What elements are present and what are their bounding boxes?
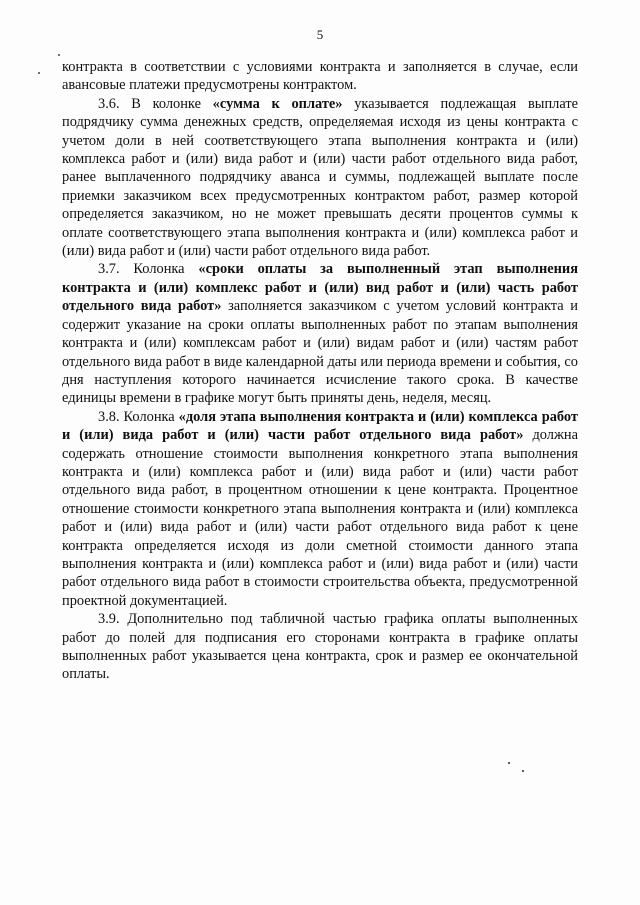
scan-speck bbox=[38, 72, 40, 74]
page-number: 5 bbox=[316, 27, 324, 42]
paragraph-lead: 3.7. Колонка bbox=[98, 261, 199, 278]
paragraph-3-6 bbox=[62, 95, 578, 261]
paragraph-3-7 bbox=[62, 260, 578, 407]
paragraph-3-8 bbox=[62, 408, 578, 610]
scan-speck bbox=[58, 54, 60, 56]
paragraph-continuation: контракта в соответствии с условиями контракта и заполняется в случае, если авансовые платежи предусмотрены контрактом. bbox=[62, 59, 578, 94]
paragraph-lead: 3.6. В колонке bbox=[98, 95, 213, 112]
column-name: «сумма к оплате» bbox=[212, 95, 343, 112]
paragraph-3-9: 3.9. Дополнительно под табличной частью графика оплаты выполненных работ до полей для подписания его сторонами контракта в графике оплаты выполненных работ указывается цена контракта, срок и размер ее окончательной оплаты. bbox=[62, 611, 578, 683]
column-name: «доля этапа выполнения контракта и (или) комплекса работ и (или) вида работ и (или) части работ отдельного вида работ» bbox=[62, 408, 578, 444]
paragraph-text: указывается подлежащая выплате подрядчику сумма денежных средств, определяемая исходя из цены контракта с учетом доли в ней соответствующего этапа выполнения контракта и (или) комплекса работ и (или) вида работ и (или) части работ отдельного вида работ, ранее выплаченного подрядчику аванса и суммы, подлежащей выплате после приемки заказчиком всех предусмотренных контрактом работ, размер которой определяется заказчиком, но не может превышать десяти процентов суммы к оплате соответствующего этапа выполнения контракта и (или) комплекса работ и (или) вида работ и (или) части работ отдельного вида работ. bbox=[62, 95, 579, 260]
scan-speck bbox=[522, 770, 524, 772]
column-name: «сроки оплаты за выполненный этап выполнения контракта и (или) комплекс работ и (или) вид работ и (или) часть работ отдельного вида работ» bbox=[62, 261, 578, 315]
paragraph-text: заполняется заказчиком с учетом условий контракта и содержит указание на сроки оплаты выполненных работ по этапам выполнения контракта и (или) комплексам работ и (или) видам работ и (или) частям работ отдельного вида работ в виде календарной даты или периода времени и события, со дня наступления которого начинается исчисление такого срока. В качестве единицы времени в графике могут быть приняты день, неделя, месяц. bbox=[62, 298, 578, 407]
document-body bbox=[62, 58, 578, 684]
paragraph-lead: 3.8. Колонка bbox=[98, 408, 179, 425]
paragraph-text: должна содержать отношение стоимости выполнения конкретного этапа выполнения контракта и (или) комплекса работ и (или) вида работ и (или) части работ отдельного вида работ, в процентном отношении к цене контракта. Процентное отношение стоимости конкретного этапа выполнения контракта и (или) комплекса работ и (или) вида работ и (или) части работ отдельного вида работ к цене контракта определяется исходя из доли сметной стоимости данного этапа выполнения контракта и (или) комплекса работ и (или) вида работ и (или) части работ отдельного вида работ в стоимости строительства объекта, предусмотренной проектной документацией. bbox=[62, 427, 578, 609]
scan-speck bbox=[508, 762, 510, 764]
